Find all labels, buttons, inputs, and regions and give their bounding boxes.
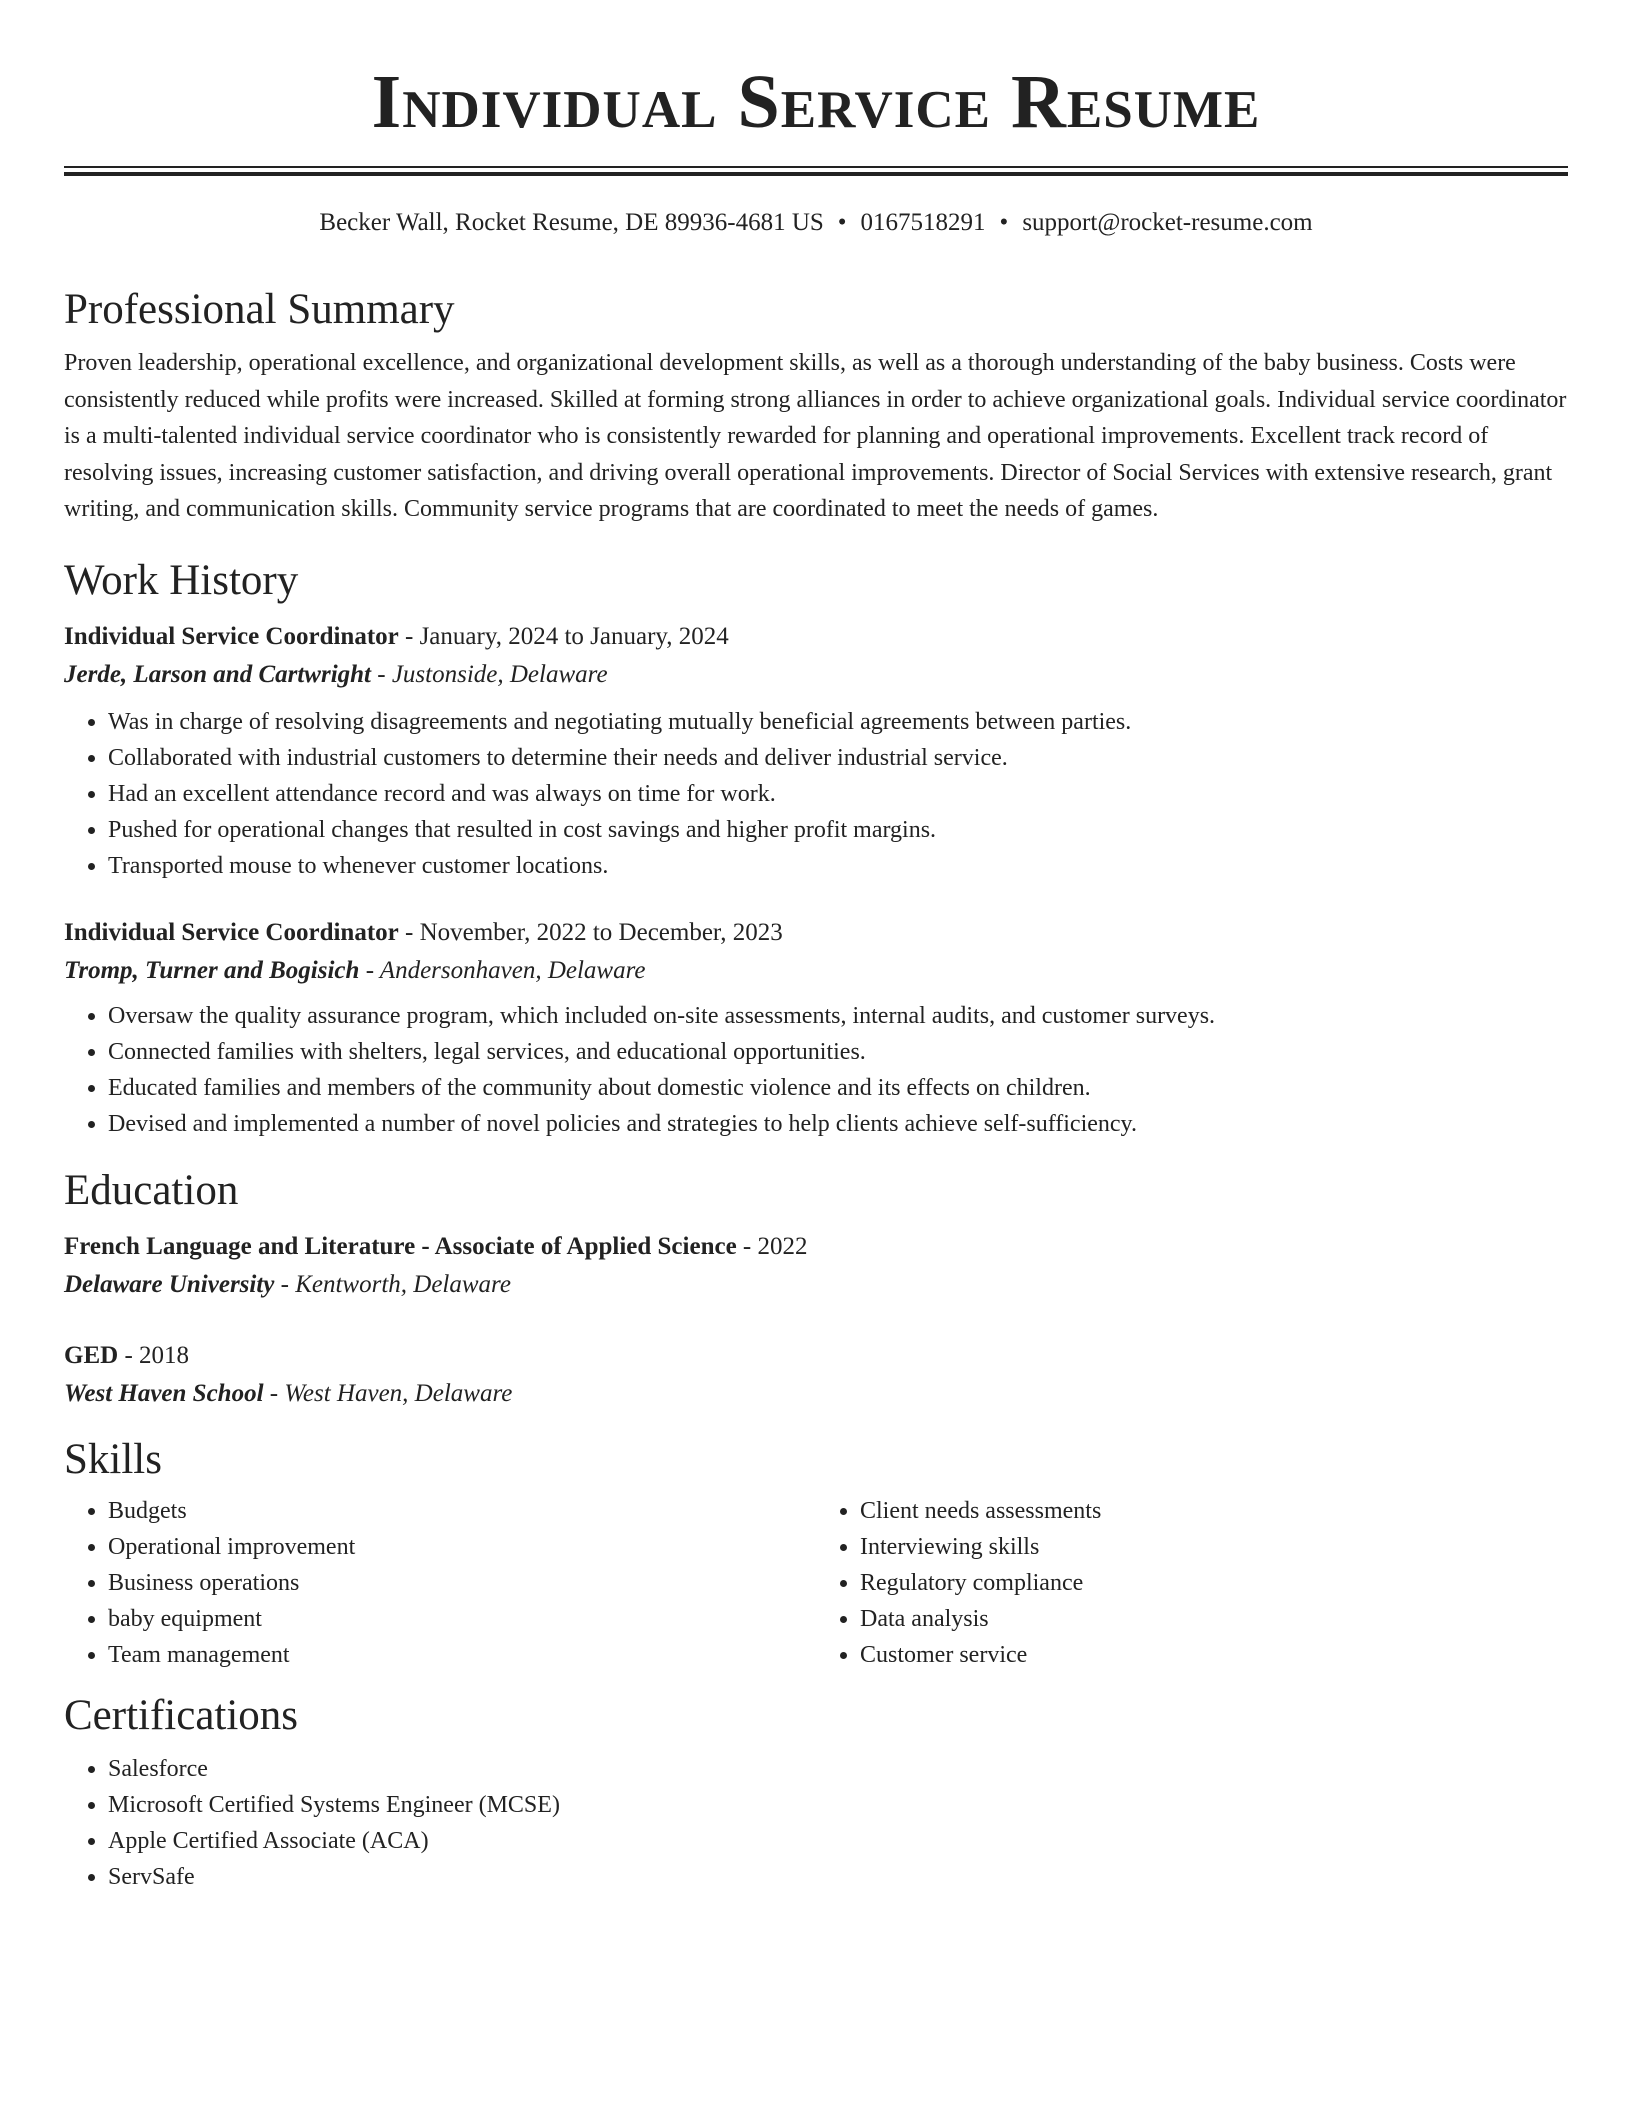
education-school: Delaware University [64, 1270, 275, 1298]
job-company-line [64, 952, 1568, 990]
list-item: • Business operations [108, 1565, 816, 1601]
education-degree-line [64, 1228, 1568, 1266]
list-item: • Collaborated with industrial customers to determine their needs and deliver industrial service. [108, 740, 1568, 776]
job-location: - Justonside, Delaware [371, 660, 608, 688]
certifications-section [64, 1689, 1568, 1895]
job-role: Individual Service Coordinator [64, 622, 399, 650]
contact-separator: • [999, 209, 1009, 236]
summary-section [64, 283, 1568, 528]
job-entry [64, 618, 1568, 884]
education-school-line [64, 1375, 1568, 1413]
education-degree: GED [64, 1341, 119, 1369]
summary-heading: Professional Summary [64, 286, 455, 333]
certifications-list [64, 1751, 1568, 1895]
contact-email: support@rocket-resume.com [1022, 209, 1313, 236]
contact-separator: • [837, 209, 847, 236]
certifications-heading: Certifications [64, 1691, 299, 1739]
education-section [64, 1164, 1568, 1413]
education-degree: French Language and Literature - Associate of Applied Science [64, 1232, 737, 1260]
contact-address: Becker Wall, Rocket Resume, DE 89936-4681 US [319, 209, 824, 236]
skills-left-column [64, 1493, 816, 1673]
education-year: - 2022 [736, 1232, 808, 1260]
skills-section [64, 1433, 1568, 1673]
job-dates: - November, 2022 to December, 2023 [398, 918, 783, 946]
list-item: • Interviewing skills [860, 1529, 1568, 1565]
education-entry [64, 1228, 1568, 1304]
job-company: Jerde, Larson and Cartwright [64, 660, 372, 688]
list-item: • Data analysis [860, 1601, 1568, 1637]
list-item: • Had an excellent attendance record and was always on time for work. [108, 776, 1568, 812]
list-item: • Team management [108, 1637, 816, 1673]
education-year: - 2018 [118, 1341, 190, 1369]
list-item: • Budgets [108, 1493, 816, 1529]
job-title-line [64, 618, 1568, 656]
job-role: Individual Service Coordinator [64, 918, 399, 946]
job-dates: - January, 2024 to January, 2024 [398, 622, 729, 650]
education-location: - Kentworth, Delaware [274, 1270, 511, 1298]
resume-title: Individual Service Resume [371, 60, 1261, 144]
list-item: • Customer service [860, 1637, 1568, 1673]
list-item: • Oversaw the quality assurance program, which included on-site assessments, internal audits, and customer surveys. [108, 998, 1568, 1034]
skills-heading: Skills [64, 1435, 162, 1483]
skills-grid [64, 1493, 1568, 1673]
list-item: • Connected families with shelters, legal services, and educational opportunities. [108, 1034, 1568, 1070]
skills-right-column [816, 1493, 1568, 1673]
job-bullets [64, 704, 1568, 884]
job-entry [64, 914, 1568, 1142]
list-item: • Microsoft Certified Systems Engineer (MCSE) [108, 1787, 1568, 1823]
education-school-line [64, 1266, 1568, 1304]
list-item: • Apple Certified Associate (ACA) [108, 1823, 1568, 1859]
contact-line [64, 206, 1568, 240]
education-entry [64, 1337, 1568, 1413]
education-school: West Haven School [64, 1379, 264, 1407]
summary-text: Proven leadership, operational excellence, and organizational development skills, as well as a thorough understanding of the baby business. Costs were consistently reduced while profits were increased. Skilled at forming strong alliances in order to achieve organizational goals. Individual service coordinator is a multi-talented individual service coordinator who is consistently rewarded for planning and operational improvements. Excellent track record of resolving issues, increasing customer satisfaction, and driving overall operational improvements. Director of Social Services with extensive research, grant writing, and communication skills. Community service programs that are coordinated to meet the needs of games. [64, 350, 1567, 522]
education-location: - West Haven, Delaware [263, 1379, 513, 1407]
list-item: • Client needs assessments [860, 1493, 1568, 1529]
list-item: • Operational improvement [108, 1529, 816, 1565]
job-bullets [64, 998, 1568, 1142]
list-item: • Educated families and members of the community about domestic violence and its effects on children. [108, 1070, 1568, 1106]
education-heading: Education [64, 1166, 239, 1214]
list-item: • Was in charge of resolving disagreements and negotiating mutually beneficial agreements between parties. [108, 704, 1568, 740]
job-title-line [64, 914, 1568, 952]
list-item: • ServSafe [108, 1859, 1568, 1895]
job-company: Tromp, Turner and Bogisich [64, 956, 360, 984]
contact-phone: 0167518291 [860, 209, 986, 236]
list-item: • Salesforce [108, 1751, 1568, 1787]
title-divider [64, 166, 1568, 176]
job-location: - Andersonhaven, Delaware [359, 956, 646, 984]
list-item: • Transported mouse to whenever customer locations. [108, 848, 1568, 884]
work-history-heading: Work History [64, 556, 299, 604]
education-degree-line [64, 1337, 1568, 1375]
job-company-line [64, 656, 1568, 694]
list-item: • Devised and implemented a number of novel policies and strategies to help clients achieve self-sufficiency. [108, 1106, 1568, 1142]
list-item: • Regulatory compliance [860, 1565, 1568, 1601]
work-history-section [64, 554, 1568, 1142]
list-item: • baby equipment [108, 1601, 816, 1637]
list-item: • Pushed for operational changes that resulted in cost savings and higher profit margins. [108, 812, 1568, 848]
